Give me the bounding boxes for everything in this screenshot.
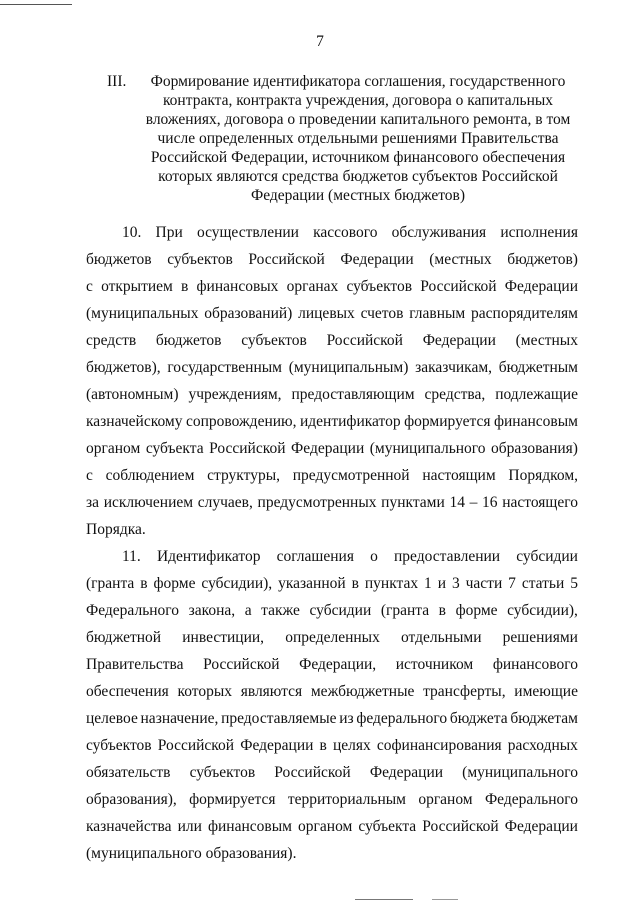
word: заказчикам, [415, 359, 493, 376]
word: расходных [507, 737, 578, 754]
paragraph-line [86, 327, 578, 354]
word: финансовым [493, 413, 578, 430]
word: обеспечения [86, 683, 169, 700]
word: Российской [209, 440, 286, 457]
paragraph-line [86, 813, 578, 840]
word: Российской [422, 818, 499, 835]
document-body [86, 219, 578, 867]
word: бюджетам [510, 710, 578, 727]
word: в [319, 737, 327, 754]
word: предусмотренных [257, 494, 377, 511]
word: 5 [570, 575, 578, 592]
word: 10. [122, 224, 142, 241]
word: и [437, 575, 447, 592]
paragraph-line [86, 462, 578, 489]
word: решениями [502, 629, 578, 646]
word: образования) [491, 440, 578, 457]
word: которых [177, 683, 232, 700]
word: – [469, 494, 478, 511]
word: субъектов [346, 278, 413, 295]
word: из [339, 710, 354, 727]
paragraph-10 [86, 219, 578, 543]
word: Российской [157, 737, 235, 754]
section-title-line: Федерации (местных бюджетов) [250, 187, 466, 204]
word: лицевых [298, 305, 355, 322]
paragraph-line [86, 300, 578, 327]
word: средства, [424, 386, 486, 403]
word: субъекта [145, 440, 204, 457]
word: исключением [103, 494, 194, 511]
word: (муниципальных [86, 305, 199, 322]
word: Федерации [369, 764, 444, 781]
word: Российской [274, 764, 351, 781]
word: целевое [86, 710, 138, 727]
word: целях [332, 737, 371, 754]
word: (местных [515, 332, 578, 349]
paragraph-line: (муниципального образования). [86, 845, 297, 862]
word: Федерального [86, 602, 180, 619]
word: образования), [86, 791, 177, 808]
word: (муниципального [369, 440, 486, 457]
word: софинансирования [376, 737, 502, 754]
word: предоставлении [394, 548, 501, 565]
word: закона, [188, 602, 236, 619]
word: соглашения [276, 548, 354, 565]
paragraph-line [86, 219, 578, 246]
word: назначение, [140, 710, 219, 727]
word: государственным [167, 359, 282, 376]
word: формируется [404, 413, 491, 430]
paragraph-line [86, 624, 578, 651]
word: (муниципального [462, 764, 578, 781]
word: настоящего [502, 494, 578, 511]
scan-edge-mark [432, 899, 458, 900]
word: кассового [313, 224, 378, 241]
paragraph-line [86, 354, 578, 381]
word: (муниципальным) [288, 359, 409, 376]
word: предоставляющим [291, 386, 415, 403]
paragraph-line [86, 246, 578, 273]
word: случаев, [197, 494, 253, 511]
word: субсидии [309, 602, 372, 619]
section-heading [86, 72, 576, 205]
word: федерального [356, 710, 448, 727]
word: являются [240, 683, 303, 700]
word: Федерации [504, 278, 578, 295]
word: структуры, [207, 467, 280, 484]
word: Федерации [240, 737, 314, 754]
word: сопровождению, [185, 413, 297, 430]
paragraph-11 [86, 543, 578, 867]
word: указанной [278, 575, 346, 592]
word: межбюджетные [310, 683, 415, 700]
word: источником [395, 656, 474, 673]
word: подлежащие [495, 386, 578, 403]
section-title-line: контракта, контракта учреждения, договора о капитальных [162, 92, 554, 109]
section-title-line: вложениях, договора о проведении капитального ремонта, в том [145, 111, 571, 128]
word: распорядителям [471, 305, 578, 322]
word: определенных [285, 629, 380, 646]
word: субъектов [189, 764, 256, 781]
word: бюджетным [498, 359, 578, 376]
paragraph-line [86, 489, 578, 516]
paragraph-line [86, 435, 578, 462]
paragraph-line [86, 273, 578, 300]
word: Правительства [86, 656, 184, 673]
word: (местных [429, 251, 492, 268]
section-title-line: которых являются средства бюджетов субъектов Российской [158, 168, 558, 185]
word: обслуживания [391, 224, 487, 241]
word: в [351, 575, 359, 592]
word: субсидии), [507, 602, 578, 619]
word: органом [418, 791, 473, 808]
word: Федерации [291, 440, 365, 457]
word: бюджетов), [86, 359, 161, 376]
word: открытием [101, 278, 173, 295]
word: субъекта [358, 818, 417, 835]
paragraph-line [86, 651, 578, 678]
word: счетов [360, 305, 404, 322]
word: осуществлении [196, 224, 299, 241]
word: имеющие [514, 683, 578, 700]
paragraph-line [86, 408, 578, 435]
word: за [86, 494, 100, 511]
word: финансового [492, 656, 578, 673]
word: бюджетов) [507, 251, 578, 268]
word: образований) [204, 305, 293, 322]
word: бюджетной [86, 629, 162, 646]
word: с [86, 467, 93, 484]
word: 11. [122, 548, 141, 565]
word: 14 [449, 494, 465, 511]
word: а [244, 602, 252, 619]
word: инвестиции, [182, 629, 265, 646]
word: обязательств [86, 764, 171, 781]
word: Федерации, [299, 656, 377, 673]
word: учреждениям, [188, 386, 282, 403]
word: 3 [451, 575, 460, 592]
word: территориальным [287, 791, 406, 808]
paragraph-line [86, 597, 578, 624]
word: пунктах [364, 575, 419, 592]
word: с [86, 278, 93, 295]
word: трансферты, [423, 683, 506, 700]
word: Российской [326, 332, 403, 349]
word: субъектов [167, 251, 233, 268]
word: предусмотренной [292, 467, 410, 484]
paragraph-line [86, 759, 578, 786]
word: Российской [203, 656, 280, 673]
word: Федерации [422, 332, 496, 349]
paragraph-line: Порядка. [86, 521, 146, 538]
word: соблюдением [105, 467, 195, 484]
word: (автономным) [86, 386, 179, 403]
word: финансовым [207, 818, 292, 835]
word: (гранта [86, 575, 135, 592]
word: 16 [482, 494, 498, 511]
word: субсидии), [201, 575, 273, 592]
word: Федерации [340, 251, 414, 268]
word: Федерального [484, 791, 578, 808]
word: средств [86, 332, 137, 349]
paragraph-line [86, 381, 578, 408]
word: 1 [424, 575, 432, 592]
word: пунктами [381, 494, 445, 511]
word: статьи [521, 575, 565, 592]
word: органах [286, 278, 339, 295]
page-number: 7 [316, 33, 324, 50]
word: казначейскому [86, 413, 183, 430]
word: предоставляемые [221, 710, 337, 727]
word: При [155, 224, 183, 241]
word: субъектов [86, 737, 152, 754]
paragraph-line [86, 786, 578, 813]
word: (гранта [380, 602, 430, 619]
word: или [177, 818, 202, 835]
word: субсидии [516, 548, 578, 565]
word: бюджетов [86, 251, 152, 268]
word: формируется [189, 791, 276, 808]
word: бюджетов [155, 332, 222, 349]
word: 7 [508, 575, 516, 592]
word: в [140, 575, 148, 592]
word: отдельными [401, 629, 482, 646]
word: казначейства [86, 818, 172, 835]
word: форме [455, 602, 498, 619]
word: органом [86, 440, 141, 457]
paragraph-line [86, 705, 578, 732]
word: финансовых [196, 278, 279, 295]
word: форме [153, 575, 196, 592]
section-title-line: числе определенных отдельными решениями Правительства [157, 130, 559, 147]
word: органом [298, 818, 353, 835]
word: идентификатор [300, 413, 401, 430]
word: о [370, 548, 378, 565]
word: субъектов [241, 332, 307, 349]
word: в [438, 602, 446, 619]
word: Порядком, [508, 467, 578, 484]
word: исполнения [500, 224, 578, 241]
section-title-line: Российской Федерации, источником финансового обеспечения [150, 149, 566, 166]
paragraph-line [86, 732, 578, 759]
word: главным [409, 305, 466, 322]
word: Федерации [504, 818, 578, 835]
scan-edge-mark [355, 899, 413, 900]
word: также [261, 602, 300, 619]
section-title-line: Формирование идентификатора соглашения, государственного [150, 73, 566, 90]
paragraph-line [86, 543, 578, 570]
section-title [140, 72, 576, 205]
word: Российской [248, 251, 325, 268]
word: настоящим [422, 467, 496, 484]
word: бюджета [449, 710, 508, 727]
section-number: III. [107, 73, 127, 90]
word: Идентификатор [156, 548, 261, 565]
word: части [465, 575, 503, 592]
paragraph-line [86, 570, 578, 597]
scan-edge-mark [0, 4, 72, 5]
word: Российской [420, 278, 497, 295]
word: в [181, 278, 189, 295]
paragraph-line [86, 678, 578, 705]
